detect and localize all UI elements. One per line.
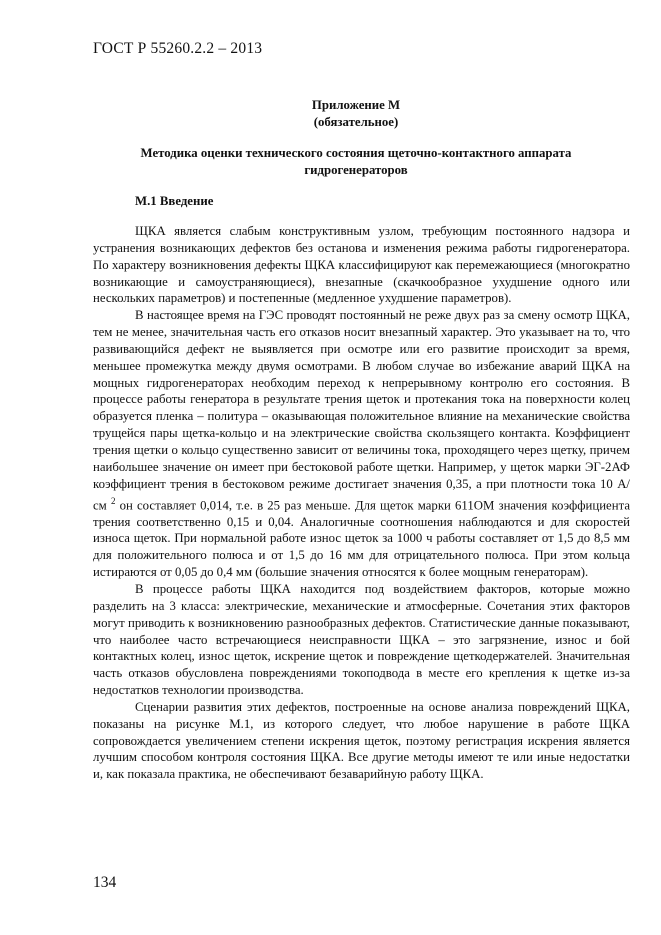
section-heading: М.1 Введение — [135, 194, 214, 208]
document-header: ГОСТ Р 55260.2.2 – 2013 — [93, 40, 263, 57]
appendix-status: (обязательное) — [313, 115, 399, 129]
appendix-title-block — [93, 97, 619, 131]
superscript: 2 — [110, 495, 116, 506]
paragraph-2-continuation: он составляет 0,014, т.е. в 25 раз меньше. Для щеток марки 611ОМ значения коэффициента трения соответственно 0,15 и 0,04. Аналогичные соотношения наблюдаются и для скоростей износа щеток. При нормальной работе износ щеток за 1000 ч работы составляет от 1,5 до 8,5 мм для положительного полюса и от 1,5 до 16 мм для отрицательного полюса. При этом кольца истираются от 0,05 до 0,4 мм (большие значения относятся к более мощным генераторам). — [93, 497, 630, 580]
paragraph-3: В процессе работы ЩКА находится под воздействием факторов, которые можно разделить на 3 класса: электрические, механические и атмосферные. Сочетания этих факторов могут приводить к возникновению разнообразных дефектов. Статистические данные показывают, что наиболее часто встречающиеся неисправности ЩКА – это загрязнение, износ и бой контактных колец, износ щеток, искрение щеток и повреждение щеткодержателей. Значительная часть отказов обусловлена повреждениями токоподвода в месте его крепления к щетке из-за недостатков технологии производства. — [93, 581, 630, 698]
page-number: 134 — [93, 874, 117, 891]
method-title: Методика оценки технического состояния щеточно-контактного аппарата гидрогенераторов — [140, 146, 572, 177]
paragraph-2-text: В настоящее время на ГЭС проводят постоянный не реже двух раз за смену осмотр ЩКА, тем не менее, значительная часть его отказов носит внезапный характер. Это указывает на то, что развивающийся дефект не выявляется при осмотре или его развитие происходит за время, меньшее промежутка между двумя осмотрами. В любом случае во избежание аварий ЩКА на мощных гидрогенераторах необходим переход к непрерывному контролю его состояния. В процессе работы генератора в результате трения щеток и протекания тока на поверхности колец образуется пленка – политура – оказывающая положительное влияние на механические свойства трущейся пары щетка-кольцо и на электрические свойства скользящего контакта. Коэффициент трения щетки о кольцо существенно зависит от величины тока, проходящего через щетку, причем наибольшее значение он имеет при бестоковой работе щетки. Например, у щеток марки ЭГ-2АФ коэффициент трения в бестоковом режиме достигает значения 0,35, а при плотности тока 10 А/см — [93, 308, 630, 512]
paragraph-4: Сценарии развития этих дефектов, построенные на основе анализа повреждений ЩКА, показаны на рисунке М.1, из которого следует, что любое нарушение в работе ЩКА сопровождается увеличением степени искрения щеток, поэтому регистрация искрения является лучшим способом контроля состояния ЩКА. Все другие методы имеют те или иные недостатки и, как показала практика, не обеспечивают безаварийную работу ЩКА. — [93, 699, 630, 782]
paragraph-1: ЩКА является слабым конструктивным узлом, требующим постоянного надзора и устранения возникающих дефектов без останова и изменения режима работы гидрогенератора. По характеру возникновения дефекты ЩКА классифицируют как перемежающиеся (многократно возникающие и самоустраняющиеся), внезапные (скачкообразное ухудшение одного или нескольких параметров) и постепенные (медленное ухудшение параметров). — [93, 224, 630, 306]
paragraph-2 — [93, 307, 630, 581]
body-text — [93, 223, 630, 783]
appendix-title: Приложение М — [311, 98, 401, 112]
